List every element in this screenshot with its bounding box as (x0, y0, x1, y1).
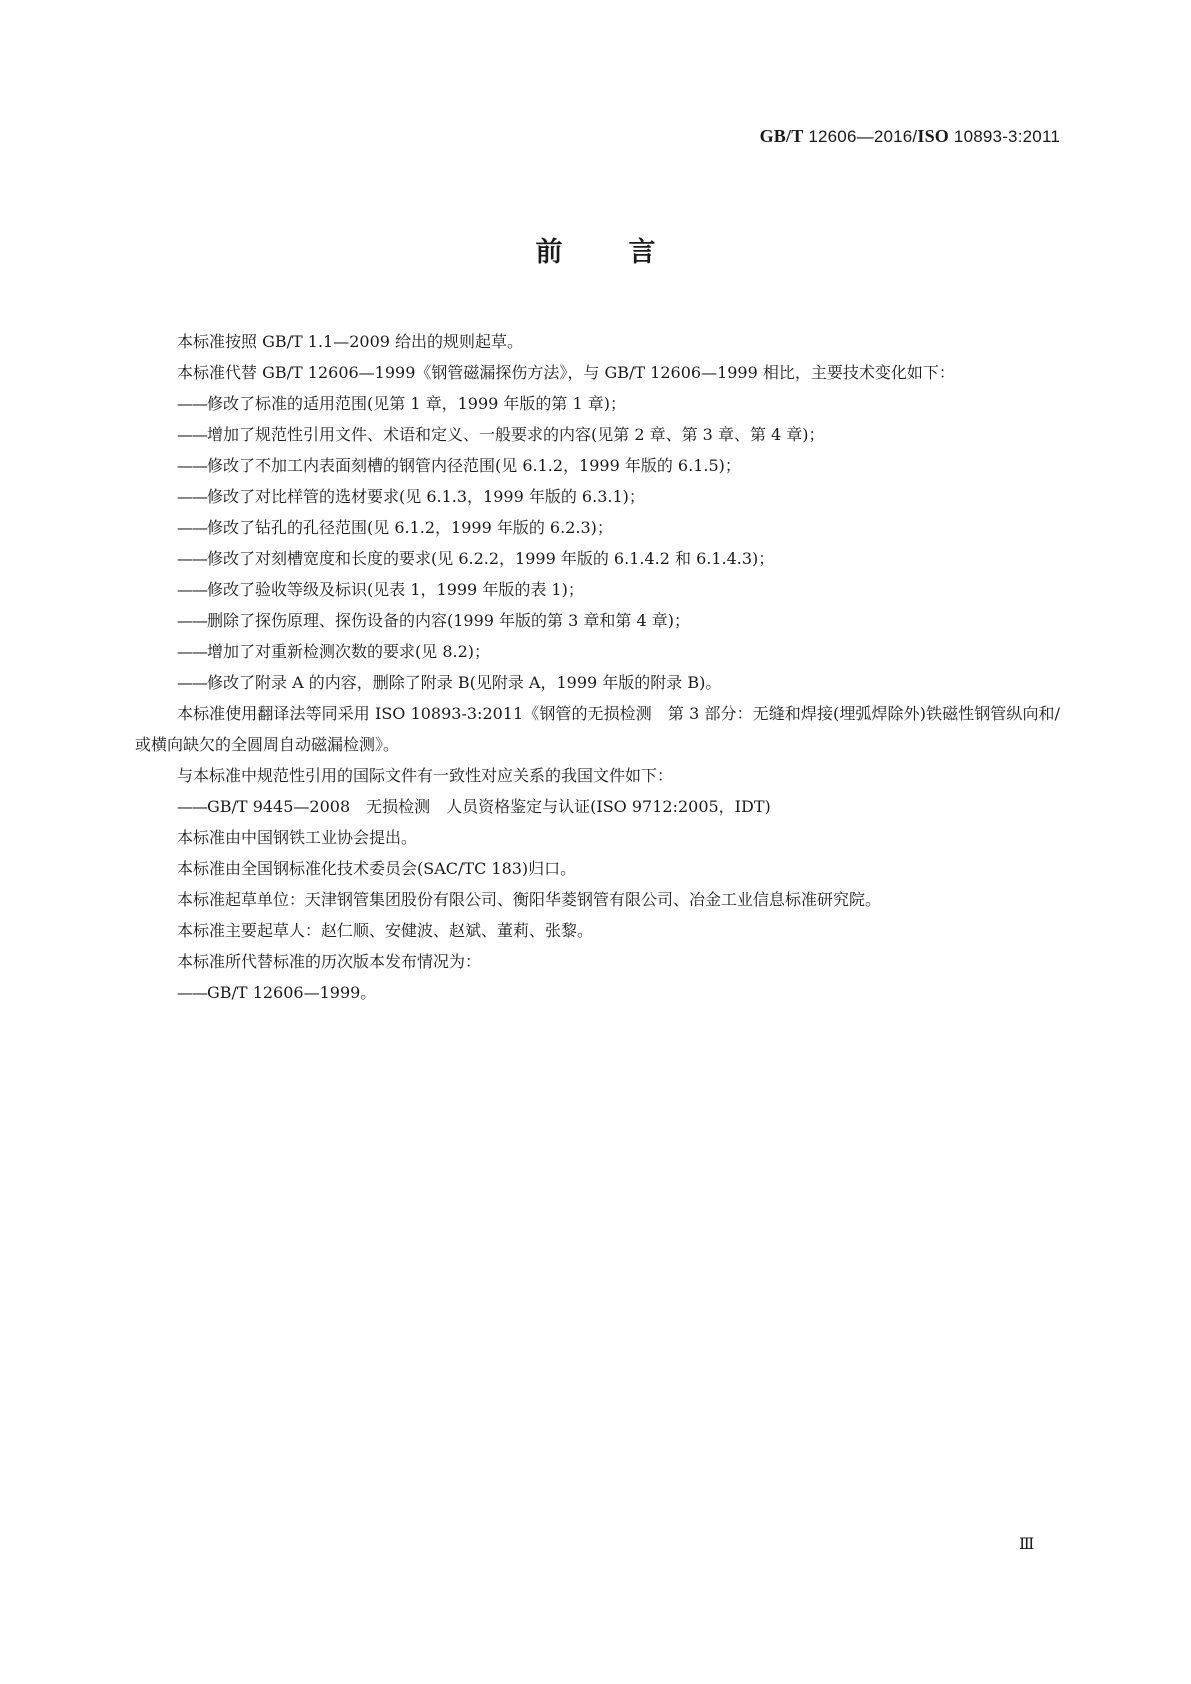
list-item: ——修改了附录 A 的内容，删除了附录 B(见附录 A，1999 年版的附录 B)。 (177, 673, 722, 692)
header-iso-number: 10893-3:2011 (949, 127, 1060, 146)
paragraph: 本标准使用翻译法等同采用 ISO 10893-3:2011《钢管的无损检测 第 3 部分：无缝和焊接(埋弧焊除外)铁磁性钢管纵向和/或横向缺欠的全圆周自动磁漏检测》。 (135, 704, 1060, 754)
dash-marker: —— (177, 797, 207, 816)
paragraph: 本标准代替 GB/T 12606—1999《钢管磁漏探伤方法》，与 GB/T 12606—1999 相比，主要技术变化如下： (177, 363, 955, 382)
title-char-2: 言 (628, 237, 656, 268)
page-title (0, 230, 1191, 269)
header-gbt: GB/T (759, 126, 804, 146)
list-item: ——修改了不加工内表面刻槽的钢管内径范围(见 6.1.2，1999 年版的 6.1.5)； (177, 456, 741, 475)
list-item: ——修改了对刻槽宽度和长度的要求(见 6.2.2，1999 年版的 6.1.4.2 和 6.1.4.3)； (177, 549, 775, 568)
paragraph: 本标准所代替标准的历次版本发布情况为： (177, 952, 482, 971)
header-iso: ISO (917, 126, 949, 146)
dash-marker: —— (177, 394, 207, 413)
paragraph: 本标准起草单位：天津钢管集团股份有限公司、衡阳华菱钢管有限公司、冶金工业信息标准研究院。 (177, 890, 882, 909)
title-char-1: 前 (535, 237, 563, 268)
paragraph: 本标准按照 GB/T 1.1—2009 给出的规则起草。 (177, 332, 524, 351)
list-item: ——修改了对比样管的选材要求(见 6.1.3，1999 年版的 6.3.1)； (177, 487, 645, 506)
paragraph: 本标准由全国钢标准化技术委员会(SAC/TC 183)归口。 (177, 859, 577, 878)
paragraph: 本标准由中国钢铁工业协会提出。 (177, 828, 418, 847)
list-item: ——删除了探伤原理、探伤设备的内容(1999 年版的第 3 章和第 4 章)； (177, 611, 690, 630)
dash-marker: —— (177, 580, 207, 599)
paragraph: 本标准主要起草人：赵仁顺、安健波、赵斌、董莉、张黎。 (177, 921, 594, 940)
dash-marker: —— (177, 518, 207, 537)
list-item: ——增加了对重新检测次数的要求(见 8.2)； (177, 642, 491, 661)
list-item: ——GB/T 12606—1999。 (177, 983, 377, 1002)
list-item: ——修改了验收等级及标识(见表 1，1999 年版的表 1)； (177, 580, 584, 599)
dash-marker: —— (177, 611, 207, 630)
header-number: 12606—2016/ (803, 127, 918, 146)
paragraph: 与本标准中规范性引用的国际文件有一致性对应关系的我国文件如下： (177, 766, 674, 785)
foreword-body (135, 326, 1060, 1008)
list-item: ——修改了钻孔的孔径范围(见 6.1.2，1999 年版的 6.2.3)； (177, 518, 613, 537)
list-item: ——修改了标准的适用范围(见第 1 章，1999 年版的第 1 章)； (177, 394, 626, 413)
page-number: Ⅲ (1019, 1534, 1035, 1553)
standard-code-header (760, 126, 1060, 147)
dash-marker: —— (177, 983, 207, 1002)
list-item: ——增加了规范性引用文件、术语和定义、一般要求的内容(见第 2 章、第 3 章、第 4 章)； (177, 425, 825, 444)
dash-marker: —— (177, 456, 207, 475)
dash-marker: —— (177, 642, 207, 661)
dash-marker: —— (177, 487, 207, 506)
list-item: ——GB/T 9445—2008 无损检测 人员资格鉴定与认证(ISO 9712:2005，IDT) (177, 797, 771, 816)
dash-marker: —— (177, 549, 207, 568)
dash-marker: —— (177, 673, 207, 692)
dash-marker: —— (177, 425, 207, 444)
